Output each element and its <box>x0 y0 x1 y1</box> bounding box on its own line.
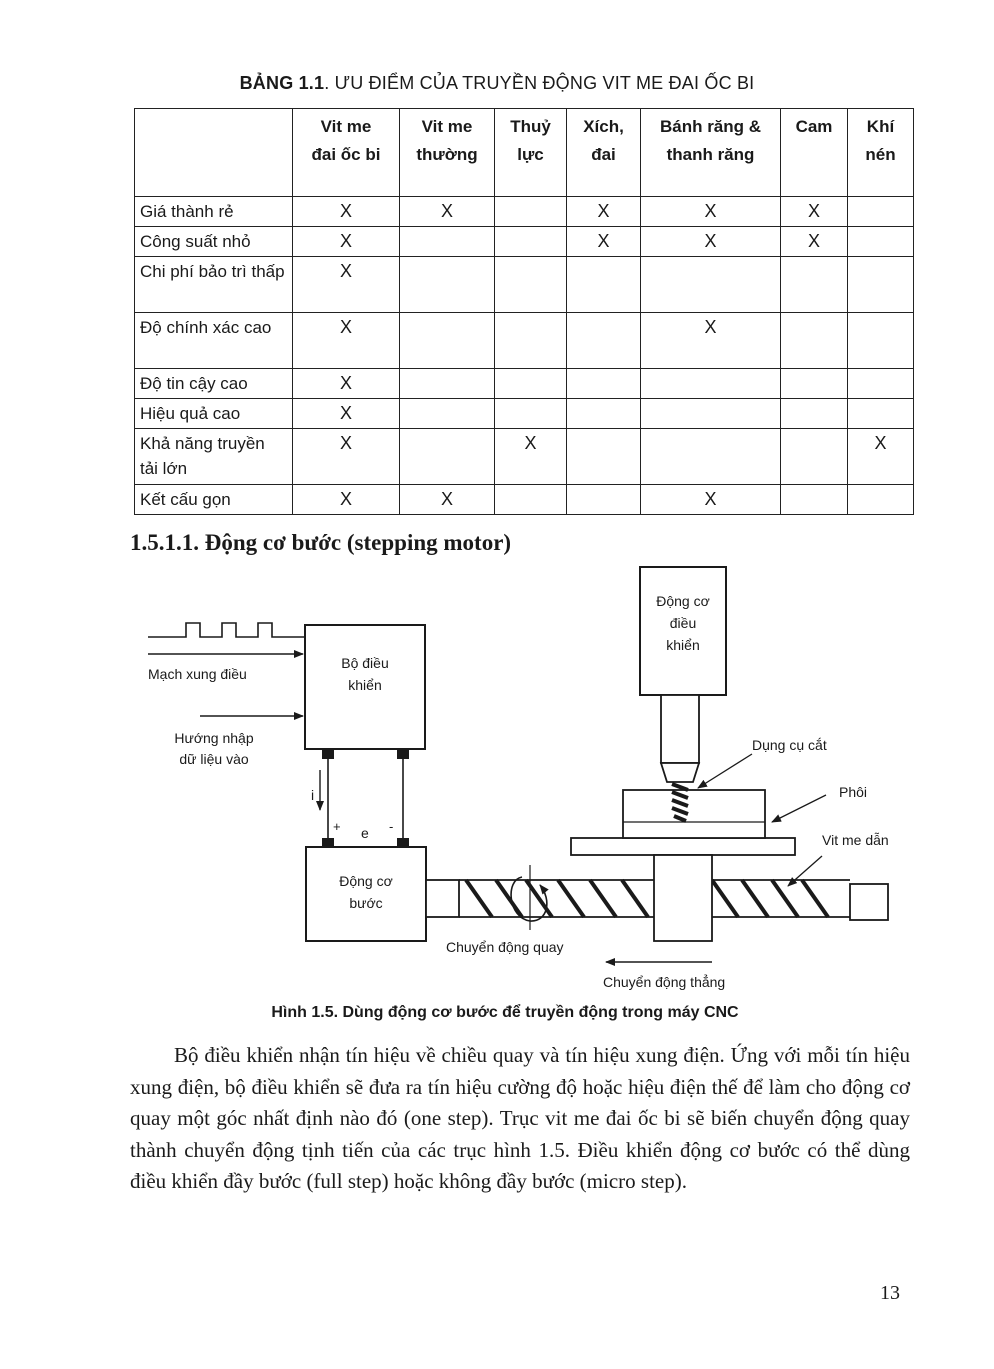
plus-label: + <box>333 819 341 834</box>
table-cell: X <box>400 197 495 227</box>
table-cell: X <box>293 227 400 257</box>
table-cell: X <box>567 227 641 257</box>
table-cell <box>848 485 914 515</box>
table-cell <box>641 429 781 485</box>
table-cell <box>567 369 641 399</box>
column-header: Bánh răng & thanh răng <box>641 109 781 197</box>
controller-terminal <box>397 749 409 759</box>
table-cell <box>848 197 914 227</box>
current-label: i <box>311 787 315 803</box>
table-cell: X <box>400 485 495 515</box>
motor-shaft <box>426 880 459 917</box>
table-title <box>0 73 994 94</box>
table-cell <box>400 257 495 313</box>
table-cell <box>781 485 848 515</box>
table-row <box>135 313 914 369</box>
table-cell <box>781 369 848 399</box>
control-motor-label: khiển <box>666 637 700 653</box>
table-cell: X <box>293 429 400 485</box>
table-cell: X <box>293 197 400 227</box>
column-header: Thuỷ lực <box>495 109 567 197</box>
controller-label: Bộ điều <box>341 655 389 671</box>
data-input-label: Hướng nhập <box>174 730 254 746</box>
table-cell: X <box>567 197 641 227</box>
table-cell: X <box>293 369 400 399</box>
leadscrew-threads <box>466 880 828 917</box>
row-label: Giá thành rẻ <box>135 197 293 227</box>
controller-label: khiển <box>348 677 382 693</box>
cutting-tool-label: Dụng cụ cắt <box>752 737 827 753</box>
tool-leader <box>698 754 752 788</box>
header-corner <box>135 109 293 197</box>
table-cell <box>400 313 495 369</box>
stepper-motor-box <box>306 847 426 941</box>
row-label: Chi phí bảo trì thấp <box>135 257 293 313</box>
table-cell <box>567 429 641 485</box>
table-header-row <box>135 109 914 197</box>
row-label: Độ chính xác cao <box>135 313 293 369</box>
table-cell: X <box>293 257 400 313</box>
pulse-train <box>148 623 304 637</box>
tool-holder <box>661 763 699 782</box>
table-cell <box>400 227 495 257</box>
table-cell <box>567 399 641 429</box>
advantages-table <box>134 108 914 515</box>
control-motor-label: điều <box>669 615 697 631</box>
table-cell <box>495 197 567 227</box>
controller-terminal <box>322 749 334 759</box>
table-cell: X <box>293 313 400 369</box>
table-title-text: . ƯU ĐIỂM CỦA TRUYỀN ĐỘNG VIT ME ĐAI ỐC BI <box>324 73 755 93</box>
table-cell <box>781 257 848 313</box>
table-cell <box>495 399 567 429</box>
column-header: Xích, đai <box>567 109 641 197</box>
row-label: Công suất nhỏ <box>135 227 293 257</box>
table-cell <box>781 313 848 369</box>
leadscrew-end-bearing <box>850 884 888 920</box>
table-row <box>135 429 914 485</box>
workpiece-label: Phôi <box>839 784 868 800</box>
row-label: Khả năng truyền tải lớn <box>135 429 293 485</box>
table-row <box>135 197 914 227</box>
table-cell <box>400 399 495 429</box>
table-cell: X <box>781 227 848 257</box>
table-cell: X <box>641 227 781 257</box>
table-cell <box>848 227 914 257</box>
row-label: Hiệu quả cao <box>135 399 293 429</box>
table-cell <box>781 399 848 429</box>
table-cell <box>641 257 781 313</box>
table-cell <box>848 369 914 399</box>
control-motor-label: Động cơ <box>656 593 710 609</box>
row-label: Độ tin cậy cao <box>135 369 293 399</box>
table-row <box>135 399 914 429</box>
table-cell <box>781 429 848 485</box>
table-cell: X <box>781 197 848 227</box>
leadscrew-label: Vit me dẫn <box>822 832 889 848</box>
table-cell: X <box>641 485 781 515</box>
table-cell <box>848 313 914 369</box>
page-number: 13 <box>880 1282 900 1304</box>
rotation-label: Chuyển động quay <box>446 939 564 955</box>
figure-caption: Hình 1.5. Dùng động cơ bước để truyền động trong máy CNC <box>271 1004 739 1021</box>
linear-motion-label: Chuyển động thẳng <box>603 974 726 990</box>
table-cell <box>848 399 914 429</box>
table-cell: X <box>293 399 400 429</box>
table-cell <box>495 227 567 257</box>
voltage-label: e <box>361 825 369 841</box>
row-label: Kết cấu gọn <box>135 485 293 515</box>
data-input-label: dữ liệu vào <box>179 751 249 767</box>
pulse-circuit-label: Mạch xung điều <box>148 666 247 682</box>
stepper-motor-label: bước <box>349 895 383 911</box>
table-cell <box>641 369 781 399</box>
ballscrew-nut <box>654 855 712 941</box>
table-cell <box>495 313 567 369</box>
control-motor-box <box>640 567 726 695</box>
column-header: Cam <box>781 109 848 197</box>
table-cell: X <box>641 197 781 227</box>
table-row <box>135 485 914 515</box>
column-header: Vit me đai ốc bi <box>293 109 400 197</box>
section-heading: 1.5.1.1. Động cơ bước (stepping motor) <box>130 530 512 555</box>
table-cell <box>495 369 567 399</box>
table-cell <box>567 257 641 313</box>
table-cell <box>641 399 781 429</box>
table-cell <box>848 257 914 313</box>
table-cell <box>567 485 641 515</box>
table-cell <box>400 429 495 485</box>
spindle <box>661 695 699 763</box>
table-cell <box>400 369 495 399</box>
machine-table <box>571 838 795 855</box>
table-cell <box>567 313 641 369</box>
table-cell <box>495 485 567 515</box>
column-header: Khí nén <box>848 109 914 197</box>
column-header: Vit me thường <box>400 109 495 197</box>
cnc-stepper-diagram <box>0 560 994 1000</box>
stepper-motor-label: Động cơ <box>339 873 393 889</box>
table-cell: X <box>293 485 400 515</box>
table-cell <box>495 257 567 313</box>
table-cell: X <box>641 313 781 369</box>
body-paragraph: Bộ điều khiển nhận tín hiệu về chiều quay và tín hiệu xung điện. Ứng với mỗi tín hiệu xung điện, bộ điều khiển sẽ đưa ra tín hiệu cường độ hoặc hiệu điện thế để làm cho động cơ quay một góc nhất định nào đó (one step). Trục vit me đai ốc bi sẽ biến chuyển động quay thành chuyển động tịnh tiến của các trục hình 1.5. Điều khiển động cơ bước có thể dùng điều khiển đầy bước (full step) hoặc không đầy bước (micro step). <box>130 1043 910 1193</box>
table-row <box>135 227 914 257</box>
table-row <box>135 257 914 313</box>
table-row <box>135 369 914 399</box>
minus-label: - <box>389 819 394 834</box>
table-cell: X <box>848 429 914 485</box>
table-cell: X <box>495 429 567 485</box>
workpiece-leader <box>772 795 826 822</box>
workpiece <box>623 790 765 838</box>
table-title-number: BẢNG 1.1 <box>239 73 325 93</box>
